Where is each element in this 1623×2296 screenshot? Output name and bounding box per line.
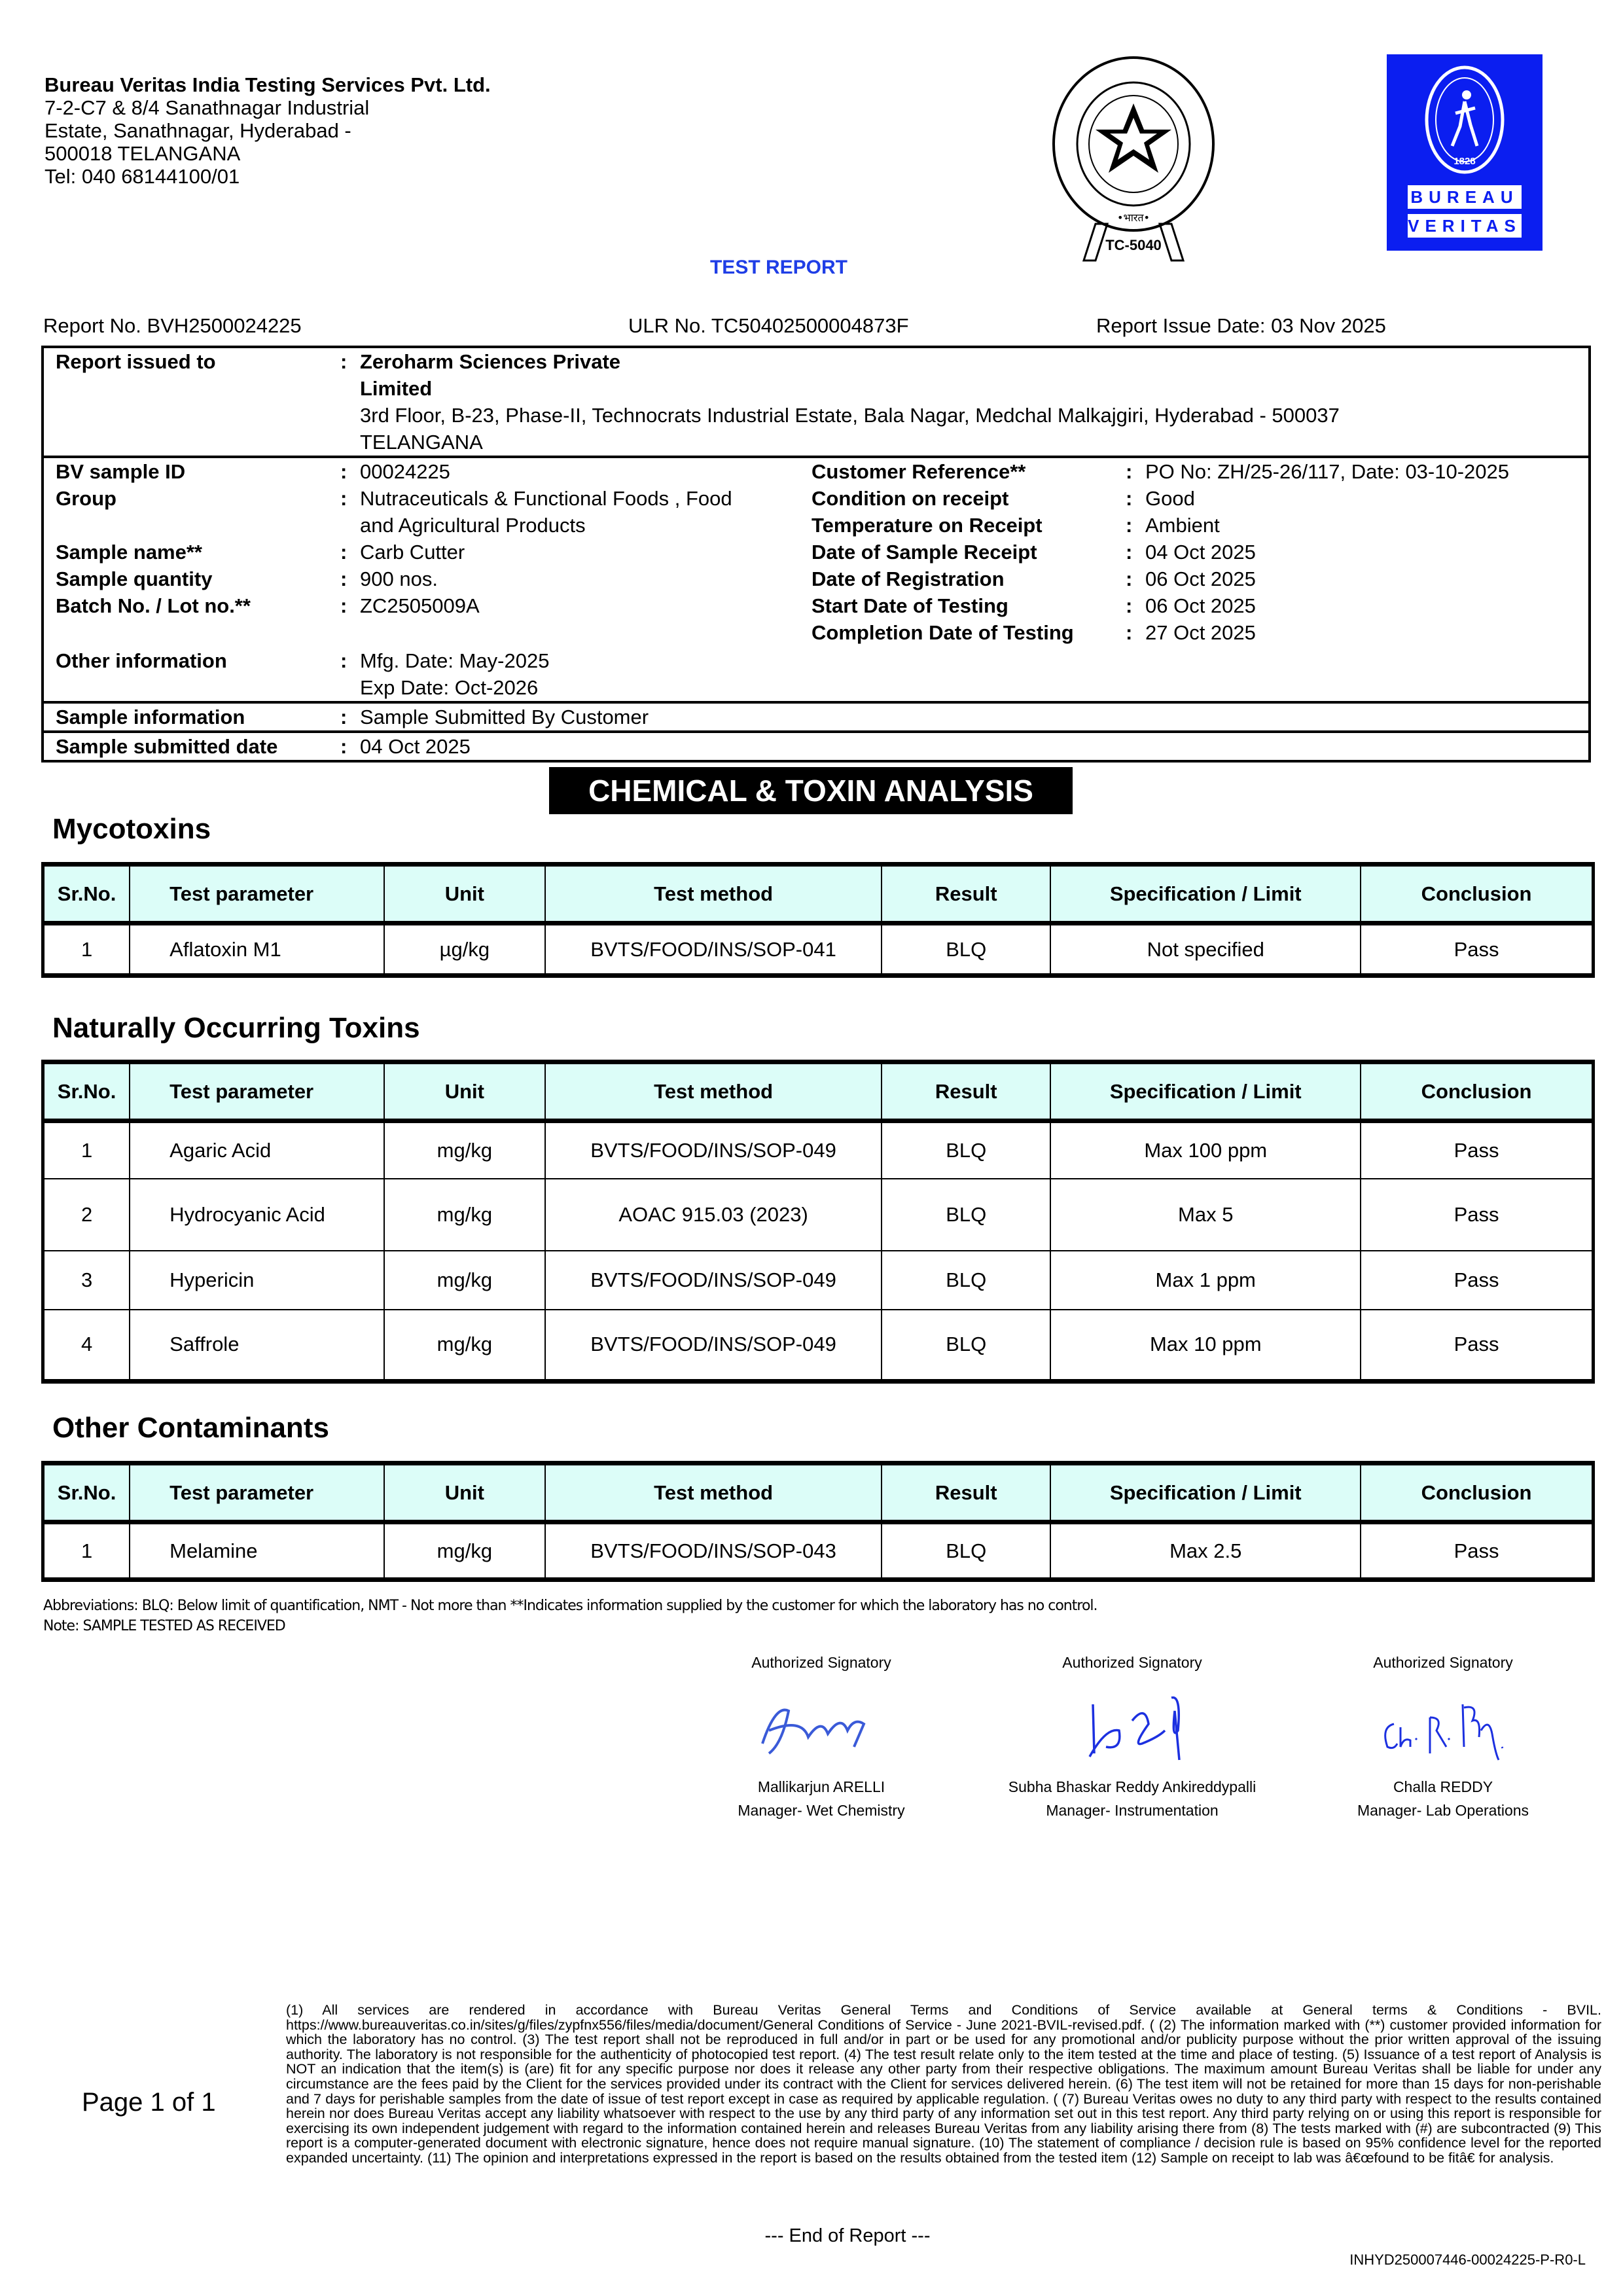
table-header-row (43, 865, 1594, 924)
start-date-of-testing: 06 Oct 2025 (1145, 594, 1256, 617)
signatory-role: Authorized Signatory (751, 1654, 891, 1671)
submitted-date-section: Sample submitted date : 04 Oct 2025 (44, 733, 1588, 760)
colon: : (340, 350, 348, 373)
field-label: Completion Date of Testing (812, 621, 1074, 644)
mfg-date: Mfg. Date: May-2025 (360, 649, 550, 672)
column-header-test-method: Test method (545, 1062, 882, 1121)
address-line: 7-2-C7 & 8/4 Sanathnagar Industrial (45, 96, 370, 119)
section-title-natural-toxins: Naturally Occurring Toxins (52, 1012, 420, 1044)
results-table (41, 862, 1595, 978)
column-header-test-parameter: Test parameter (130, 865, 384, 924)
customer-reference: PO No: ZH/25-26/117, Date: 03-10-2025 (1145, 460, 1510, 483)
column-header-conclusion: Conclusion (1361, 1463, 1593, 1522)
field-label: Other information (56, 649, 227, 672)
cell-specification-limit: Not specified (1050, 924, 1361, 976)
end-of-report: --- End of Report --- (764, 2225, 931, 2246)
lab-address-block (45, 73, 491, 188)
company-name: Bureau Veritas India Testing Services Pvt. Ltd. (45, 73, 491, 96)
column-header-specification-limit: Specification / Limit (1050, 1062, 1361, 1121)
field-label: BV sample ID (56, 460, 186, 483)
batch-number: ZC2505009A (360, 594, 480, 617)
field-label: Date of Registration (812, 567, 1005, 590)
ulr-number: ULR No. TC50402500004873F (628, 314, 909, 337)
bureau-veritas-emblem-icon (1387, 54, 1543, 251)
signatory-name: Subha Bhaskar Reddy Ankireddypalli (1008, 1778, 1257, 1795)
signatory-instrumentation (975, 1654, 1289, 1822)
completion-date-of-testing: 27 Oct 2025 (1145, 621, 1256, 644)
cell-unit: mg/kg (384, 1179, 545, 1251)
signatory-title: Manager- Wet Chemistry (738, 1802, 905, 1819)
cell-sr-no: 1 (43, 1121, 130, 1179)
column-header-unit: Unit (384, 1463, 545, 1522)
svg-text:•भारत•: •भारत• (1117, 211, 1150, 224)
bv-logo-word-bureau: BUREAU (1410, 187, 1519, 207)
table-header-row (43, 1463, 1594, 1522)
abbreviations-note (43, 1596, 1097, 1636)
abbreviations: Abbreviations: BLQ: Below limit of quantification, NMT - Not more than **Indicates information supplied by the customer for which the laboratory has no control. (43, 1598, 1097, 1614)
group-value-cont: and Agricultural Products (360, 514, 586, 537)
field-label: Group (56, 487, 116, 510)
column-header-result: Result (882, 1062, 1050, 1121)
table-row (43, 1251, 1594, 1310)
sample-info-section: Sample information : Sample Submitted By Customer (44, 704, 1588, 733)
sample-details-section: BV sample ID : 00024225 Group : Nutraceuticals & Functional Foods , Food and Agricultural Products Sample name** : Carb Cutter Sample quantity : 900 nos. Batch No. / Lot no.** : ZC2505009A Customer Reference** : PO No: ZH/25-26/117, Date: 03-10-2025 Condition on receipt : Good Temperature on Receipt : Ambient Date of Sample Receipt : 04 Oct 2025 Date of Registration : 06 Oct 2025 Start Date of Testing : 06 Oct 2025 Completion Date of Testing : 27 Oct 2025 Other information : Mfg. Date: May-2025 Exp Date: Oct-2026 (44, 458, 1588, 704)
report-issue-date: Report Issue Date: 03 Nov 2025 (1096, 314, 1386, 337)
field-label: Sample quantity (56, 567, 213, 590)
column-header-conclusion: Conclusion (1361, 1062, 1593, 1121)
field-label: Customer Reference** (812, 460, 1026, 483)
cell-test-parameter: Aflatoxin M1 (130, 924, 384, 976)
sample-quantity: 900 nos. (360, 567, 438, 590)
column-header-unit: Unit (384, 1062, 545, 1121)
signature-icon (1060, 1691, 1204, 1763)
cell-specification-limit: Max 2.5 (1050, 1522, 1361, 1580)
cell-unit: mg/kg (384, 1251, 545, 1310)
column-header-specification-limit: Specification / Limit (1050, 1463, 1361, 1522)
field-label: Sample name** (56, 541, 202, 564)
cell-sr-no: 3 (43, 1251, 130, 1310)
column-header-sr-no: Sr.No. (43, 1062, 130, 1121)
column-header-test-method: Test method (545, 865, 882, 924)
cell-specification-limit: Max 100 ppm (1050, 1121, 1361, 1179)
field-label: Sample submitted date (56, 735, 278, 758)
results-table (41, 1461, 1595, 1582)
condition-on-receipt: Good (1145, 487, 1195, 510)
issued-to-section (44, 348, 1588, 458)
date-of-registration: 06 Oct 2025 (1145, 567, 1256, 590)
field-label: Batch No. / Lot no.** (56, 594, 251, 617)
temperature-on-receipt: Ambient (1145, 514, 1220, 537)
cell-result: BLQ (882, 1179, 1050, 1251)
cell-result: BLQ (882, 1121, 1050, 1179)
cell-conclusion: Pass (1361, 1251, 1593, 1310)
signature-icon (1364, 1691, 1522, 1763)
report-info-box (41, 346, 1591, 762)
group-value: Nutraceuticals & Functional Foods , Food (360, 487, 732, 510)
sample-submitted-date: 04 Oct 2025 (360, 735, 471, 758)
tested-as-received-note: Note: SAMPLE TESTED AS RECEIVED (43, 1618, 285, 1634)
signature-icon (749, 1691, 893, 1763)
address-line: 500018 TELANGANA (45, 142, 241, 165)
cell-unit: µg/kg (384, 924, 545, 976)
section-title-mycotoxins: Mycotoxins (52, 813, 211, 845)
customer-state: TELANGANA (360, 431, 483, 454)
signatory-name: Challa REDDY (1393, 1778, 1493, 1795)
field-label: Temperature on Receipt (812, 514, 1043, 537)
cell-unit: mg/kg (384, 1522, 545, 1580)
cell-test-parameter: Agaric Acid (130, 1121, 384, 1179)
column-header-unit: Unit (384, 865, 545, 924)
report-number: Report No. BVH2500024225 (43, 314, 302, 337)
cell-sr-no: 4 (43, 1310, 130, 1382)
cell-test-method: BVTS/FOOD/INS/SOP-049 (545, 1251, 882, 1310)
column-header-result: Result (882, 865, 1050, 924)
cell-test-method: BVTS/FOOD/INS/SOP-049 (545, 1121, 882, 1179)
terms-and-conditions: (1) All services are rendered in accordance with Bureau Veritas General Terms and Conditions of Service available at General terms & Conditions - BVIL. https://www.bureauveritas.co.in/sites/g/files/zypfnx556/files/media/document/General Conditions of Service - June 2021-BVIL-revised.pdf. ( (2) The information marked with (**) customer provided information for which the laboratory has no control. (3) The test report shall not be reproduced in full and/or in part or be used for any promotional and/or publicity purpose without the prior written approval of the issuing authority. The laboratory is not responsible for the authenticity of photocopied test report. (4) The test result relate only to the item tested at the time and place of testing. (5) Issuance of a test report of Analysis is NOT an indication that the item(s) is (are) fit for any specific purpose nor does it release any other party from their respective obligations. The maximum amount Bureau Veritas shall be liable for under any circumstance are the fees paid by the Client for the services provided under its contract with the Client for services delivered herein. (6) The test item will not be retained for more than 15 days for non-perishable and 7 days for perishable samples from the date of issue of test report except in case as required by applicable regulation. ( (7) Bureau Veritas owes no duty to any third party with respect to the results contained herein nor does Bureau Veritas accept any liability whatsoever with respect to the use by any third party of any information set out in this test report. Any third party relying on or using this report is responsible for exercising its own independent judgement with regard to the information contained herein and releases Bureau Veritas from any liability arising there from (8) The tests marked with (#) are subcontracted (9) This report is a computer-generated document with electronic signature, hence does not require manual signature. (10) The statement of compliance / decision rule is based on 95% confidence level for the reported expanded uncertainty. (11) The opinion and interpretations expressed in the report is based on the results obtained from the tested item (12) Sample on receipt to lab was â€œfound to be fitâ€ for analysis. (286, 2002, 1601, 2166)
bv-logo-word-veritas: VERITAS (1408, 216, 1522, 236)
cell-specification-limit: Max 5 (1050, 1179, 1361, 1251)
table-row (43, 1522, 1594, 1580)
field-label: Condition on receipt (812, 487, 1009, 510)
bv-logo-year: 1828 (1454, 156, 1476, 167)
cell-sr-no: 1 (43, 1522, 130, 1580)
results-table (41, 1060, 1595, 1384)
cell-result: BLQ (882, 924, 1050, 976)
signatory-wet-chemistry (664, 1654, 978, 1822)
cell-test-method: BVTS/FOOD/INS/SOP-049 (545, 1310, 882, 1382)
signatory-role: Authorized Signatory (1062, 1654, 1202, 1671)
column-header-sr-no: Sr.No. (43, 1463, 130, 1522)
column-header-conclusion: Conclusion (1361, 865, 1593, 924)
cell-test-method: BVTS/FOOD/INS/SOP-041 (545, 924, 882, 976)
cell-result: BLQ (882, 1251, 1050, 1310)
signatory-role: Authorized Signatory (1373, 1654, 1513, 1671)
sample-information: Sample Submitted By Customer (360, 706, 649, 728)
issued-to-label: Report issued to (56, 350, 216, 373)
field-label: Date of Sample Receipt (812, 541, 1037, 564)
table-row (43, 1121, 1594, 1179)
cell-unit: mg/kg (384, 1121, 545, 1179)
cell-specification-limit: Max 1 ppm (1050, 1251, 1361, 1310)
cell-test-method: BVTS/FOOD/INS/SOP-043 (545, 1522, 882, 1580)
table-row (43, 1310, 1594, 1382)
bv-sample-id: 00024225 (360, 460, 450, 483)
analysis-banner: CHEMICAL & TOXIN ANALYSIS (549, 767, 1073, 814)
table-row (43, 924, 1594, 976)
report-title: TEST REPORT (709, 257, 847, 278)
cell-specification-limit: Max 10 ppm (1050, 1310, 1361, 1382)
cell-result: BLQ (882, 1522, 1050, 1580)
cell-test-parameter: Hypericin (130, 1251, 384, 1310)
cell-test-parameter: Melamine (130, 1522, 384, 1580)
address-line: Estate, Sanathnagar, Hyderabad - (45, 119, 351, 142)
page-number: Page 1 of 1 (82, 2088, 216, 2117)
phone-line: Tel: 040 68144100/01 (45, 165, 240, 188)
cell-conclusion: Pass (1361, 1121, 1593, 1179)
cell-conclusion: Pass (1361, 924, 1593, 976)
table-header-row (43, 1062, 1594, 1121)
column-header-sr-no: Sr.No. (43, 865, 130, 924)
cell-sr-no: 2 (43, 1179, 130, 1251)
cell-conclusion: Pass (1361, 1310, 1593, 1382)
document-id: INHYD250007446-00024225-P-R0-L (1349, 2251, 1586, 2268)
customer-name: Zeroharm Sciences Private Limited (360, 350, 621, 400)
signatory-name: Mallikarjun ARELLI (757, 1778, 885, 1795)
signatory-lab-operations (1286, 1654, 1600, 1822)
cell-result: BLQ (882, 1310, 1050, 1382)
column-header-specification-limit: Specification / Limit (1050, 865, 1361, 924)
cell-test-method: AOAC 915.03 (2023) (545, 1179, 882, 1251)
cell-conclusion: Pass (1361, 1179, 1593, 1251)
cell-sr-no: 1 (43, 924, 130, 976)
cell-conclusion: Pass (1361, 1522, 1593, 1580)
cell-unit: mg/kg (384, 1310, 545, 1382)
table-row (43, 1179, 1594, 1251)
column-header-test-method: Test method (545, 1463, 882, 1522)
cell-test-parameter: Saffrole (130, 1310, 384, 1382)
column-header-test-parameter: Test parameter (130, 1463, 384, 1522)
accreditation-code: TC-5040 (1105, 237, 1162, 253)
bureau-veritas-logo (1387, 54, 1543, 251)
signatory-title: Manager- Instrumentation (1046, 1802, 1219, 1819)
field-label: Start Date of Testing (812, 594, 1008, 617)
exp-date: Exp Date: Oct-2026 (360, 676, 539, 699)
cell-test-parameter: Hydrocyanic Acid (130, 1179, 384, 1251)
section-title-other-contaminants: Other Contaminants (52, 1412, 329, 1444)
column-header-result: Result (882, 1463, 1050, 1522)
signatory-title: Manager- Lab Operations (1357, 1802, 1529, 1819)
date-of-sample-receipt: 04 Oct 2025 (1145, 541, 1256, 564)
customer-address: 3rd Floor, B-23, Phase-II, Technocrats Industrial Estate, Bala Nagar, Medchal Malkajgiri, Hyderabad - 500037 (360, 404, 1340, 427)
nabl-accreditation-logo-icon (1042, 52, 1225, 262)
field-label: Sample information (56, 706, 245, 728)
column-header-test-parameter: Test parameter (130, 1062, 384, 1121)
sample-name: Carb Cutter (360, 541, 465, 564)
